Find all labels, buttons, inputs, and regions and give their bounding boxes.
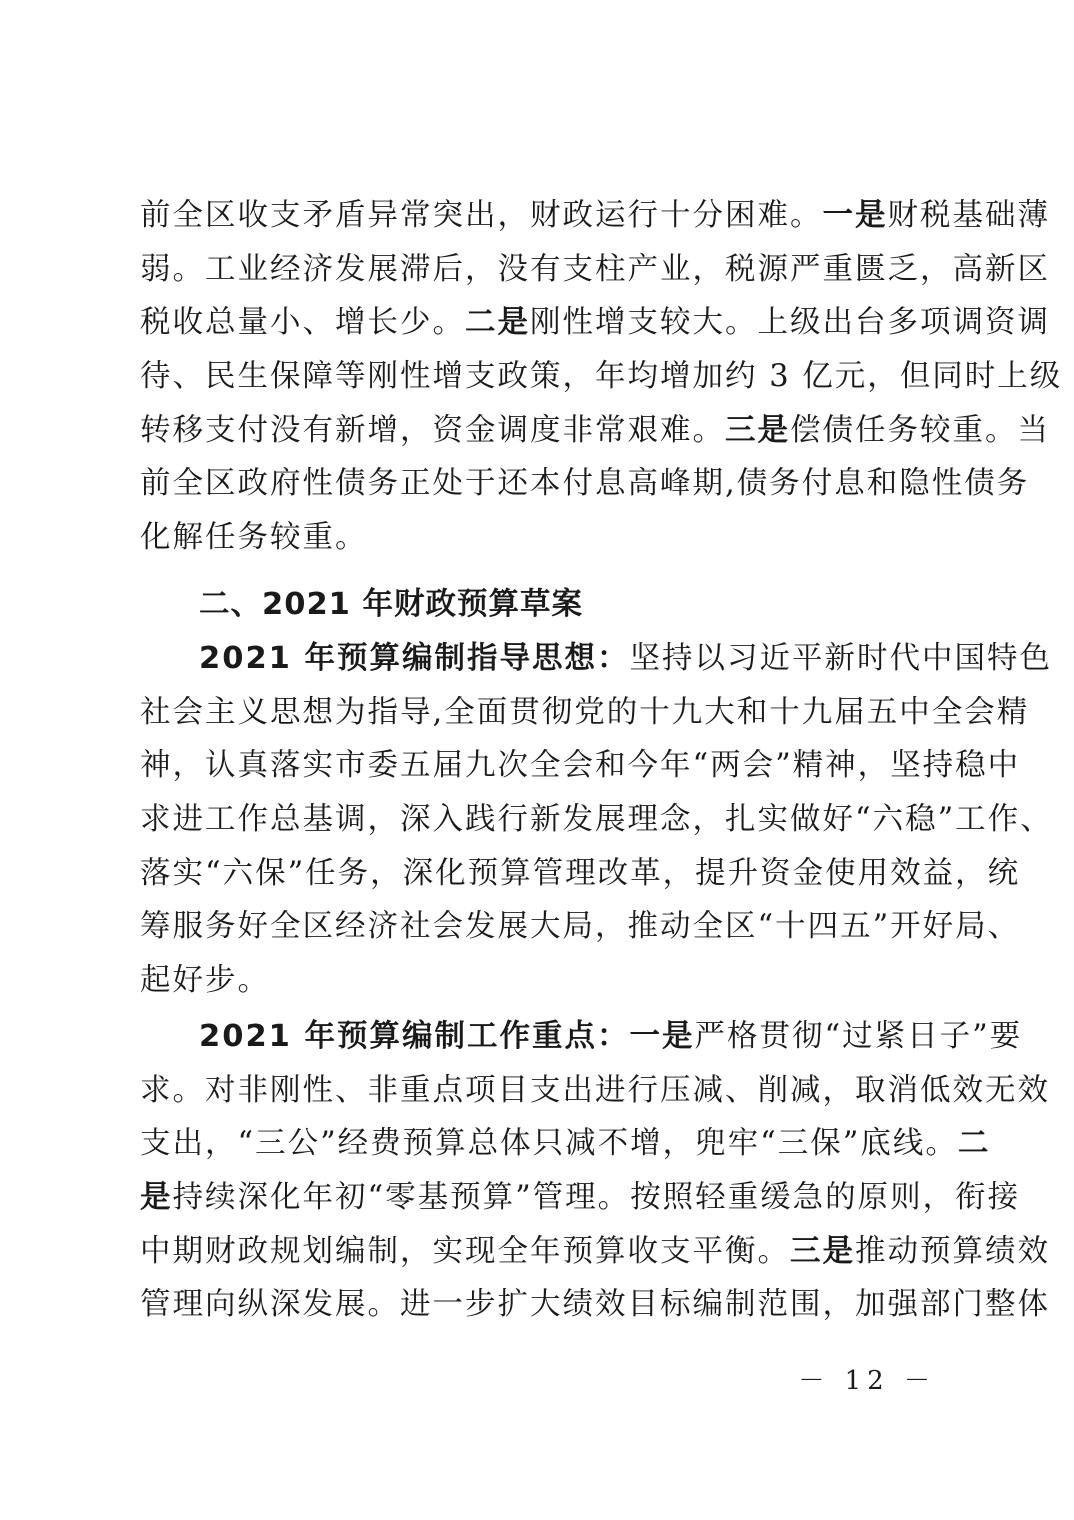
paragraph-lead: 2021 年预算编制指导思想： [199, 641, 630, 676]
paragraph-guiding-ideology [140, 632, 1053, 1008]
text-line: 转移支付没有新增，资金调度非常艰难。三是偿债任务较重。当 [140, 412, 1050, 448]
text-line: 2021 年预算编制指导思想：坚持以习近平新时代中国特色 [199, 641, 1053, 676]
text-line: 求进工作总基调，深入践行新发展理念，扎实做好“六稳”工作、 [140, 802, 1053, 838]
text-line: 是持续深化年初“零基预算”管理。按照轻重缓急的原则，衔接 [140, 1180, 1021, 1216]
page-number: － 12 － [798, 1366, 936, 1396]
text-line: 待、民生保障等刚性增支政策，年均增加约 3 亿元，但同时上级 [140, 359, 1063, 395]
text-line: 神，认真落实市委五届九次全会和今年“两会”精神，坚持稳中 [140, 748, 1021, 784]
text-line: 管理向纵深发展。进一步扩大绩效目标编制范围，加强部门整体 [140, 1287, 1050, 1323]
paragraph-work-priorities [140, 1010, 1050, 1332]
text-line: 2021 年预算编制工作重点：一是严格贯彻“过紧日子”要 [199, 1019, 1023, 1054]
text-line: 落实“六保”任务，深化预算管理改革，提升资金使用效益，统 [140, 855, 1021, 891]
text-line: 前全区政府性债务正处于还本付息高峰期,债务付息和隐性债务 [140, 466, 1030, 502]
text-line: 筹服务好全区经济社会发展大局，推动全区“十四五”开好局、 [140, 909, 1021, 945]
paragraph-lead: 2021 年预算编制工作重点： [199, 1019, 630, 1054]
text-line: 税收总量小、增长少。二是刚性增支较大。上级出台多项调资调 [140, 305, 1050, 341]
section-heading: 二、2021 年财政预算草案 [199, 587, 584, 622]
text-line: 起好步。 [140, 963, 270, 999]
text-line: 社会主义思想为指导,全面贯彻党的十九大和十九届五中全会精 [140, 694, 1030, 730]
paragraph-fiscal-difficulties [140, 189, 1063, 565]
text-line: 支出，“三公”经费预算总体只减不增，兜牢“三保”底线。二 [140, 1126, 991, 1162]
text-line: 求。对非刚性、非重点项目支出进行压减、削减，取消低效无效 [140, 1072, 1050, 1108]
text-line: 化解任务较重。 [140, 520, 368, 556]
text-line: 前全区收支矛盾异常突出，财政运行十分困难。一是财税基础薄 [140, 198, 1050, 233]
text-line: 中期财政规划编制，实现全年预算收支平衡。三是推动预算绩效 [140, 1233, 1050, 1269]
text-line: 弱。工业经济发展滞后，没有支柱产业，税源严重匮乏，高新区 [140, 251, 1050, 287]
